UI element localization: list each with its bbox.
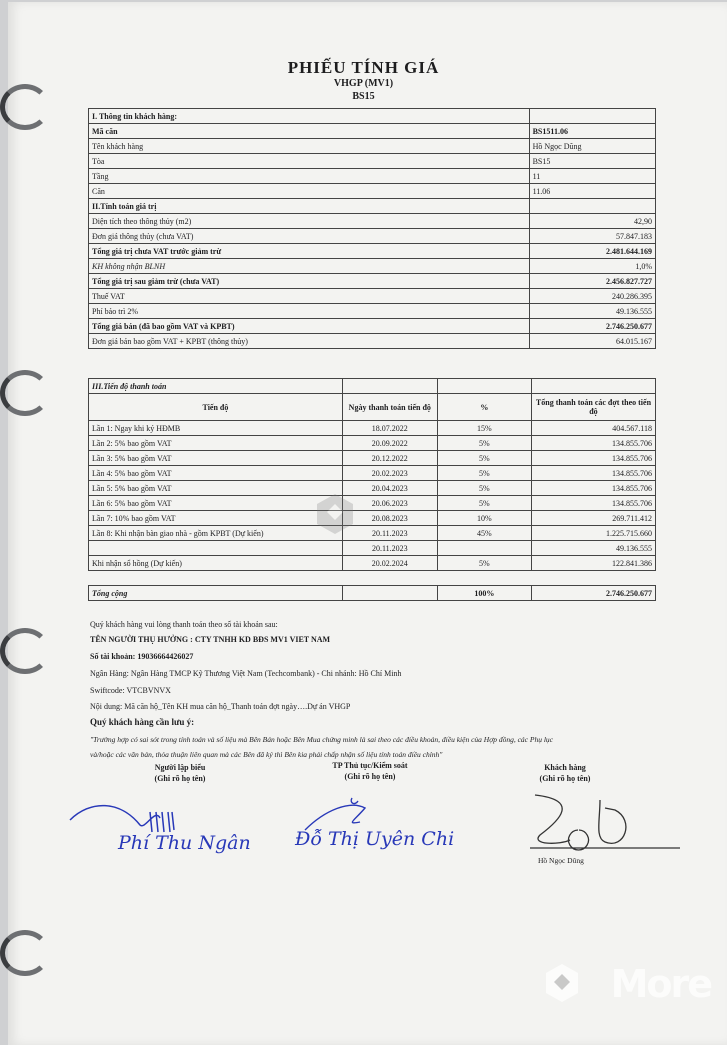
info-value: 11.06 <box>529 184 655 199</box>
preparer-title: Người lập biểu <box>154 763 206 772</box>
info-label: Đơn giá thông thủy (chưa VAT) <box>89 229 530 244</box>
schedule-stage: Lần 5: 5% bao gồm VAT <box>89 481 343 496</box>
schedule-row <box>89 481 656 496</box>
schedule-stage: Lần 2: 5% bao gồm VAT <box>89 436 343 451</box>
customer-subtitle: (Ghi rõ họ tên) <box>539 774 591 783</box>
control-title: TP Thủ tục/Kiểm soát <box>332 761 408 770</box>
customer-title: Khách hàng <box>544 763 586 772</box>
info-label: Phí bảo trì 2% <box>89 304 530 319</box>
schedule-stage: Lần 1: Ngay khi ký HĐMB <box>89 421 343 436</box>
control-signature-name: Đỗ Thị Uyên Chi <box>295 828 455 850</box>
bank-name: Ngân Hàng: Ngân Hàng TMCP Kỹ Thương Việt Nam (Techcombank) - Chi nhánh: Hồ Chí Minh <box>90 669 402 678</box>
schedule-date: 20.04.2023 <box>342 481 437 496</box>
info-value: BS15 <box>529 154 655 169</box>
more-logo-icon <box>544 962 580 1004</box>
info-row <box>89 259 656 274</box>
schedule-pct: 5% <box>437 451 531 466</box>
info-row <box>89 244 656 259</box>
account-number: Số tài khoản: 19036664426027 <box>90 652 194 661</box>
info-label: Tổng giá bán (đã bao gồm VAT và KPBT) <box>89 319 530 334</box>
schedule-amount: 134.855.706 <box>531 466 655 481</box>
info-row <box>89 169 656 184</box>
schedule-amount: 122.841.386 <box>531 556 655 571</box>
info-label: Tổng giá trị sau giảm trừ (chưa VAT) <box>89 274 530 289</box>
schedule-row <box>89 511 656 526</box>
info-label: Tổng giá trị chưa VAT trước giảm trừ <box>89 244 530 259</box>
beneficiary: TÊN NGƯỜI THỤ HƯỞNG : CTY TNHH KD BĐS MV1 VIET NAM <box>90 635 331 644</box>
info-row <box>89 199 656 214</box>
swift-code: Swiftcode: VTCBVNVX <box>90 686 171 695</box>
schedule-amount: 269.711.412 <box>531 511 655 526</box>
payment-schedule-table <box>88 378 656 601</box>
watermark-brand: More <box>610 962 711 1006</box>
preparer-signature-name: Phí Thu Ngân <box>118 832 251 854</box>
binder-ring <box>0 930 50 976</box>
schedule-amount: 134.855.706 <box>531 481 655 496</box>
notice-line: và/hoặc các văn bản, thỏa thuận liên quan mà các Bên đã ký thì Bên kia phải chấp nhận số liệu tính toán điều chỉnh" <box>90 750 443 759</box>
col-header-percent: % <box>437 394 531 421</box>
info-value: 2.746.250.677 <box>529 319 655 334</box>
info-label: Căn <box>89 184 530 199</box>
schedule-pct <box>437 541 531 556</box>
info-value: 11 <box>529 169 655 184</box>
notice-title: Quý khách hàng cần lưu ý: <box>90 717 195 727</box>
schedule-pct: 15% <box>437 421 531 436</box>
schedule-row <box>89 541 656 556</box>
info-row <box>89 334 656 349</box>
schedule-amount: 134.855.706 <box>531 496 655 511</box>
info-value: 42,90 <box>529 214 655 229</box>
info-value: 49.136.555 <box>529 304 655 319</box>
schedule-pct: 5% <box>437 496 531 511</box>
schedule-stage: Lần 3: 5% bao gồm VAT <box>89 451 343 466</box>
transfer-content: Nội dung: Mã căn hộ_Tên KH mua căn hộ_Thanh toán đợt ngày….Dự án VHGP <box>90 702 351 711</box>
schedule-row <box>89 421 656 436</box>
info-row <box>89 139 656 154</box>
schedule-stage: Lần 4: 5% bao gồm VAT <box>89 466 343 481</box>
info-value <box>529 109 655 124</box>
schedule-stage: Lần 7: 10% bao gồm VAT <box>89 511 343 526</box>
schedule-row <box>89 451 656 466</box>
customer-signature-block <box>510 762 620 784</box>
info-row <box>89 274 656 289</box>
control-signature-block <box>310 760 430 782</box>
info-label: Tên khách hàng <box>89 139 530 154</box>
schedule-date: 20.08.2023 <box>342 511 437 526</box>
block-name: BS15 <box>352 91 375 102</box>
binder-ring <box>0 628 50 674</box>
schedule-date: 20.11.2023 <box>342 526 437 541</box>
more-logo-icon <box>315 492 355 536</box>
info-label: Thuế VAT <box>89 289 530 304</box>
info-row <box>89 154 656 169</box>
schedule-pct: 5% <box>437 466 531 481</box>
info-label: II.Tính toán giá trị <box>89 199 530 214</box>
schedule-amount: 1.225.715.660 <box>531 526 655 541</box>
schedule-pct: 5% <box>437 556 531 571</box>
preparer-subtitle: (Ghi rõ họ tên) <box>154 774 206 783</box>
schedule-date: 20.02.2024 <box>342 556 437 571</box>
info-row <box>89 289 656 304</box>
info-label: Tầng <box>89 169 530 184</box>
schedule-date: 20.06.2023 <box>342 496 437 511</box>
info-value: 2.456.827.727 <box>529 274 655 289</box>
info-row <box>89 229 656 244</box>
total-amount: 2.746.250.677 <box>531 586 655 601</box>
info-value <box>529 199 655 214</box>
control-subtitle: (Ghi rõ họ tên) <box>344 772 396 781</box>
info-label: KH không nhận BLNH <box>89 259 530 274</box>
schedule-pct: 10% <box>437 511 531 526</box>
schedule-row <box>89 526 656 541</box>
info-label: I. Thông tin khách hàng: <box>89 109 530 124</box>
schedule-total-row <box>89 586 656 601</box>
info-value: 1,0% <box>529 259 655 274</box>
schedule-row <box>89 466 656 481</box>
schedule-pct: 5% <box>437 436 531 451</box>
col-header-amount: Tổng thanh toán các đợt theo tiến độ <box>531 394 655 421</box>
info-value: 57.847.183 <box>529 229 655 244</box>
binder-ring <box>0 370 50 416</box>
schedule-date: 20.11.2023 <box>342 541 437 556</box>
schedule-date: 18.07.2022 <box>342 421 437 436</box>
col-header-date: Ngày thanh toán tiến độ <box>342 394 437 421</box>
info-label: Mã căn <box>89 124 530 139</box>
schedule-pct: 5% <box>437 481 531 496</box>
info-value: 2.481.644.169 <box>529 244 655 259</box>
schedule-date: 20.02.2023 <box>342 466 437 481</box>
schedule-amount: 134.855.706 <box>531 451 655 466</box>
info-value: BS1511.06 <box>529 124 655 139</box>
schedule-pct: 45% <box>437 526 531 541</box>
schedule-row <box>89 556 656 571</box>
info-value: 64.015.167 <box>529 334 655 349</box>
info-row <box>89 109 656 124</box>
schedule-stage: Lần 8: Khi nhận bàn giao nhà - gồm KPBT (Dự kiến) <box>89 526 343 541</box>
info-label: Đơn giá bán bao gồm VAT + KPBT (thông thủy) <box>89 334 530 349</box>
info-row <box>89 304 656 319</box>
document-title: PHIẾU TÍNH GIÁ <box>287 58 440 77</box>
info-row <box>89 214 656 229</box>
payment-intro: Quý khách hàng vui lòng thanh toán theo số tài khoản sau: <box>90 620 278 629</box>
notice-line: "Trường hợp có sai sót trong tính toán và số liệu mà Bên Bán hoặc Bên Mua chứng minh là sai theo các điều khoản, điều kiện của Hợp đồng, các Phụ lục <box>90 735 553 744</box>
schedule-stage <box>89 541 343 556</box>
customer-price-table <box>88 108 656 349</box>
schedule-date: 20.09.2022 <box>342 436 437 451</box>
info-value: 240.286.395 <box>529 289 655 304</box>
info-label: Diện tích theo thông thủy (m2) <box>89 214 530 229</box>
schedule-amount: 134.855.706 <box>531 436 655 451</box>
info-row <box>89 319 656 334</box>
info-label: Tòa <box>89 154 530 169</box>
schedule-amount: 49.136.555 <box>531 541 655 556</box>
col-header-stage: Tiến độ <box>89 394 343 421</box>
preparer-signature-block <box>125 762 235 784</box>
info-row <box>89 124 656 139</box>
project-name: VHGP (MV1) <box>333 78 394 89</box>
info-value: Hồ Ngọc Dũng <box>529 139 655 154</box>
schedule-date: 20.12.2022 <box>342 451 437 466</box>
schedule-row <box>89 496 656 511</box>
total-pct: 100% <box>437 586 531 601</box>
total-label: Tổng cộng <box>89 586 343 601</box>
section-title: III.Tiến độ thanh toán <box>89 379 343 394</box>
schedule-amount: 404.567.118 <box>531 421 655 436</box>
schedule-stage: Lần 6: 5% bao gồm VAT <box>89 496 343 511</box>
info-row <box>89 184 656 199</box>
schedule-stage: Khi nhận sổ hồng (Dự kiến) <box>89 556 343 571</box>
customer-signature-name: Hồ Ngọc Dũng <box>538 856 584 865</box>
schedule-row <box>89 436 656 451</box>
